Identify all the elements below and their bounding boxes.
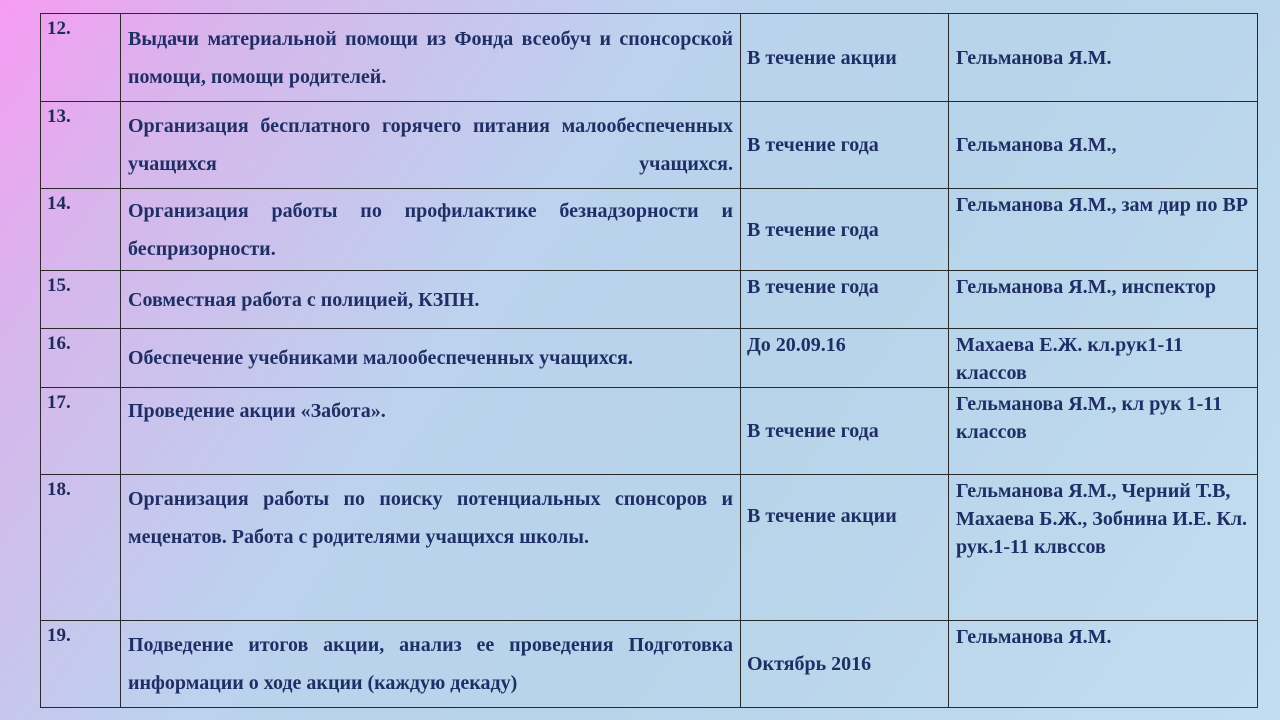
row-responsible: Махаева Е.Ж. кл.рук1-11 классов xyxy=(949,329,1258,388)
table-row xyxy=(41,102,1258,189)
row-responsible: Гельманова Я.М., Черний Т.В, Махаева Б.Ж., Зобнина И.Е. Кл. рук.1-11 клвссов xyxy=(949,475,1258,621)
row-activity xyxy=(121,271,741,329)
row-number: 12. xyxy=(41,14,121,102)
row-term: Октябрь 2016 xyxy=(741,621,949,708)
row-number: 18. xyxy=(41,475,121,621)
table-row xyxy=(41,388,1258,475)
table-row xyxy=(41,475,1258,621)
table-row xyxy=(41,271,1258,329)
row-responsible: Гельманова Я.М., инспектор xyxy=(949,271,1258,329)
row-responsible: Гельманова Я.М., xyxy=(949,102,1258,189)
row-number: 19. xyxy=(41,621,121,708)
row-responsible: Гельманова Я.М., кл рук 1-11 классов xyxy=(949,388,1258,475)
activity-text: Проведение акции «Забота». xyxy=(128,400,386,422)
row-term: В течение года xyxy=(741,102,949,189)
table-row xyxy=(41,189,1258,271)
activity-text: Обеспечение учебниками малообеспеченных учащихся. xyxy=(128,347,633,369)
row-activity xyxy=(121,102,741,189)
row-activity xyxy=(121,189,741,271)
table-row xyxy=(41,14,1258,102)
row-term: В течение года xyxy=(741,189,949,271)
row-number: 15. xyxy=(41,271,121,329)
activity-text: Организация работы по поиску потенциальных спонсоров и меценатов. Работа с родителями учащихся школы. xyxy=(128,488,733,548)
activity-text: Выдачи материальной помощи из Фонда всеобуч и спонсорской помощи, помощи родителей. xyxy=(128,27,733,88)
row-activity xyxy=(121,329,741,388)
row-term: В течение года xyxy=(741,271,949,329)
activity-text-part: Организация бесплатного горячего питания малообеспеченных учащихся учащихся. xyxy=(128,115,733,175)
row-term: В течение акции xyxy=(741,14,949,102)
row-activity xyxy=(121,475,741,621)
activity-text: Совместная работа с полицией, КЗПН. xyxy=(128,288,480,311)
row-activity xyxy=(121,14,741,102)
table-row xyxy=(41,329,1258,388)
row-term: В течение акции xyxy=(741,475,949,621)
row-number: 16. xyxy=(41,329,121,388)
row-term: В течение года xyxy=(741,388,949,475)
row-responsible: Гельманова Я.М. xyxy=(949,621,1258,708)
row-number: 17. xyxy=(41,388,121,475)
row-number: 13. xyxy=(41,102,121,189)
activity-text xyxy=(128,107,733,183)
table-row xyxy=(41,621,1258,708)
row-activity xyxy=(121,388,741,475)
row-responsible: Гельманова Я.М., зам дир по ВР xyxy=(949,189,1258,271)
activity-text: Подведение итогов акции, анализ ее проведения Подготовка информации о ходе акции (каждую декаду) xyxy=(128,634,733,694)
row-activity xyxy=(121,621,741,708)
plan-table xyxy=(40,13,1258,708)
row-responsible: Гельманова Я.М. xyxy=(949,14,1258,102)
row-number: 14. xyxy=(41,189,121,271)
activity-text: Организация работы по профилактике безнадзорности и беспризорности. xyxy=(128,199,733,260)
row-term: До 20.09.16 xyxy=(741,329,949,388)
